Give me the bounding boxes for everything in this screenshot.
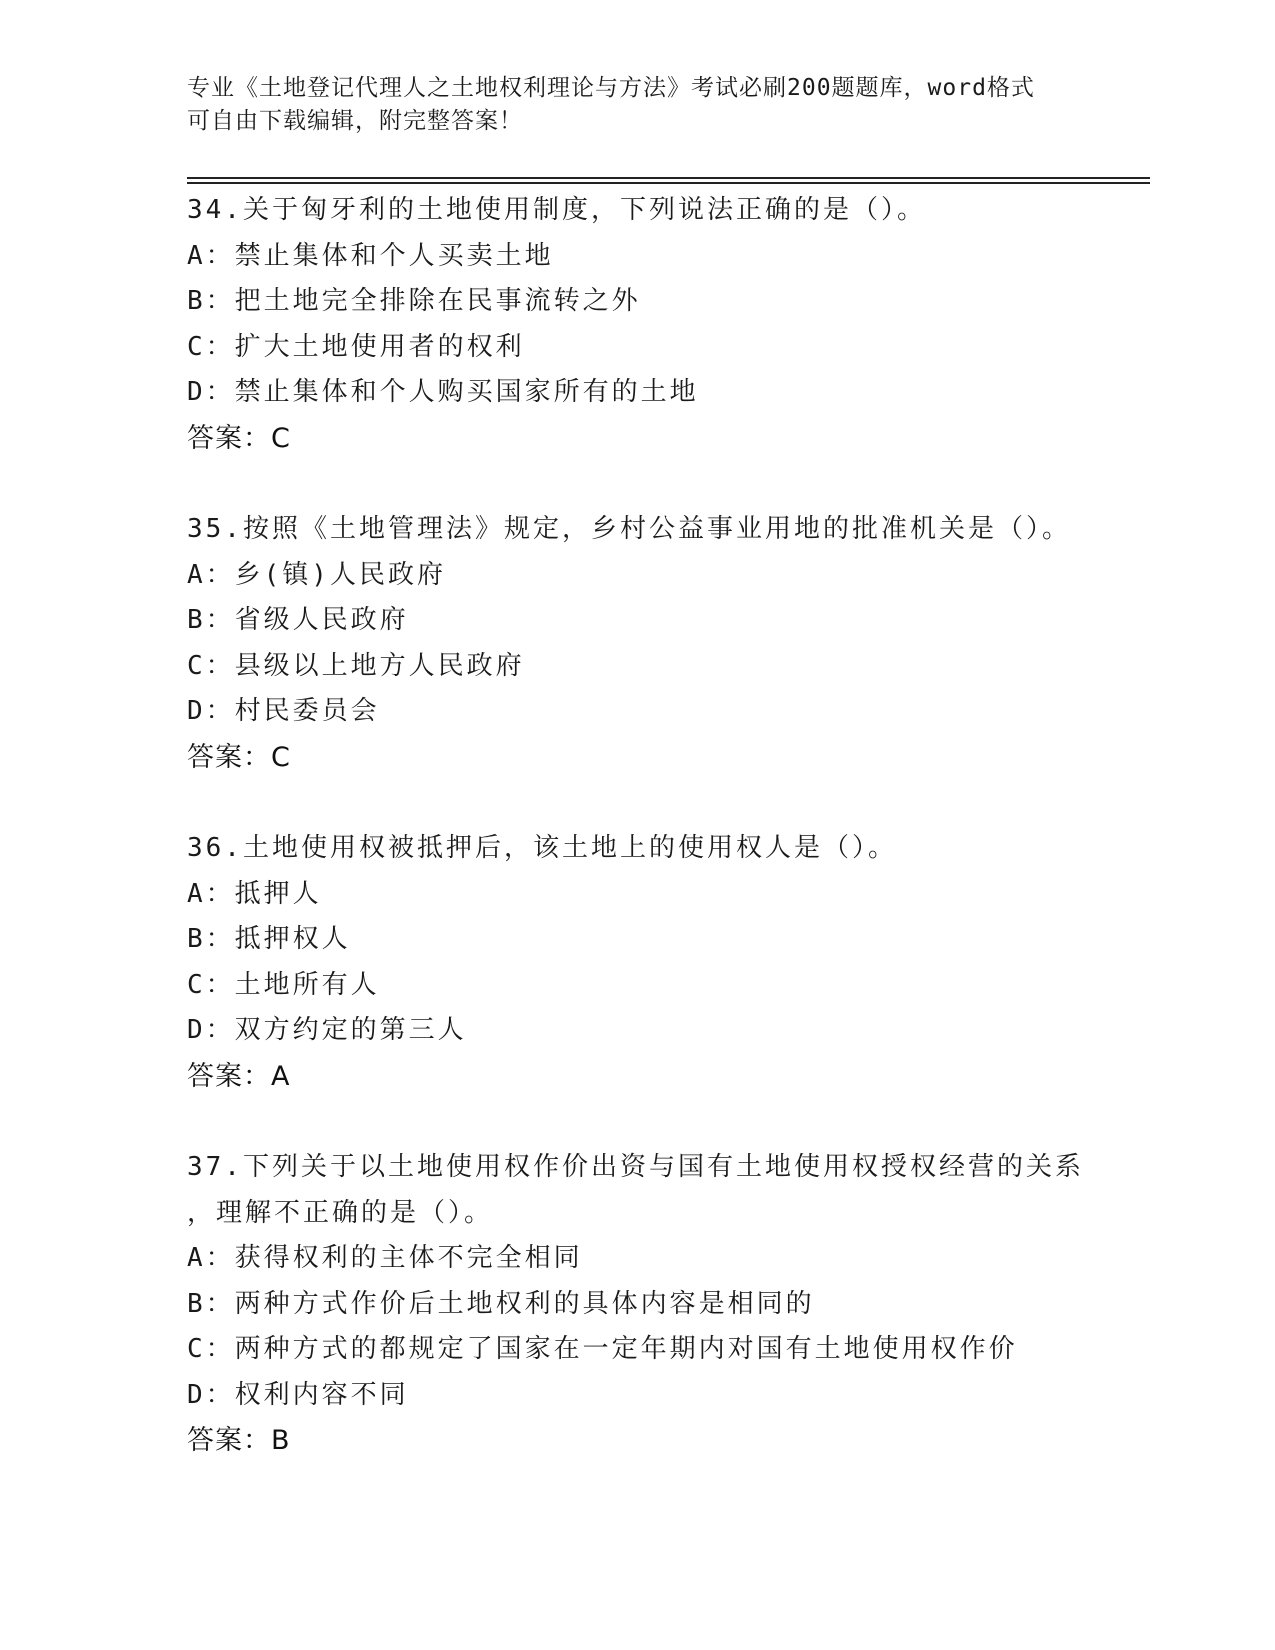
question-stem: 36.土地使用权被抵押后，该土地上的使用权人是（）。: [187, 833, 897, 863]
option-d: D：禁止集体和个人购买国家所有的土地: [187, 377, 699, 407]
answer-line: 答案：C: [187, 741, 291, 773]
option-a: A：禁止集体和个人买卖土地: [187, 240, 554, 271]
question-37: [187, 1145, 1147, 1464]
header-line-1: 专业《土地登记代理人之土地权利理论与方法》考试必刷200题题库，word格式: [187, 75, 1035, 101]
option-c: C：扩大土地使用者的权利: [187, 331, 525, 362]
option-b: B：抵押权人: [187, 924, 351, 954]
option-b: B：把土地完全排除在民事流转之外: [187, 286, 641, 316]
option-d: D：双方约定的第三人: [187, 1015, 467, 1045]
header-divider-top: [187, 177, 1150, 179]
option-a: A：获得权利的主体不完全相同: [187, 1243, 583, 1273]
option-a: A：抵押人: [187, 878, 322, 909]
header-divider-bottom: [187, 182, 1150, 184]
option-c: C：两种方式的都规定了国家在一定年期内对国有土地使用权作价: [187, 1334, 1018, 1364]
question-36: [187, 826, 1147, 1099]
document-header: [187, 72, 1087, 138]
question-stem-continuation: ，理解不正确的是（）。: [187, 1197, 494, 1228]
option-a: A：乡(镇)人民政府: [187, 559, 446, 590]
question-stem: 37.下列关于以土地使用权作价出资与国有土地使用权授权经营的关系: [187, 1152, 1084, 1182]
question-stem: 35.按照《土地管理法》规定，乡村公益事业用地的批准机关是（）。: [187, 514, 1071, 544]
option-c: C：县级以上地方人民政府: [187, 650, 525, 681]
option-d: D：权利内容不同: [187, 1379, 409, 1410]
option-c: C：土地所有人: [187, 969, 380, 1000]
option-b: B：省级人民政府: [187, 605, 409, 635]
question-stem: 34.关于匈牙利的土地使用制度，下列说法正确的是（）。: [187, 195, 926, 225]
answer-line: 答案：C: [187, 422, 291, 454]
question-35: [187, 507, 1147, 780]
option-b: B：两种方式作价后土地权利的具体内容是相同的: [187, 1288, 815, 1319]
question-list: [187, 188, 1147, 1510]
header-line-2: 可自由下载编辑，附完整答案！: [187, 108, 523, 134]
question-34: [187, 188, 1147, 461]
answer-line: 答案：A: [187, 1060, 291, 1092]
answer-line: 答案：B: [187, 1425, 291, 1456]
option-d: D：村民委员会: [187, 696, 380, 726]
